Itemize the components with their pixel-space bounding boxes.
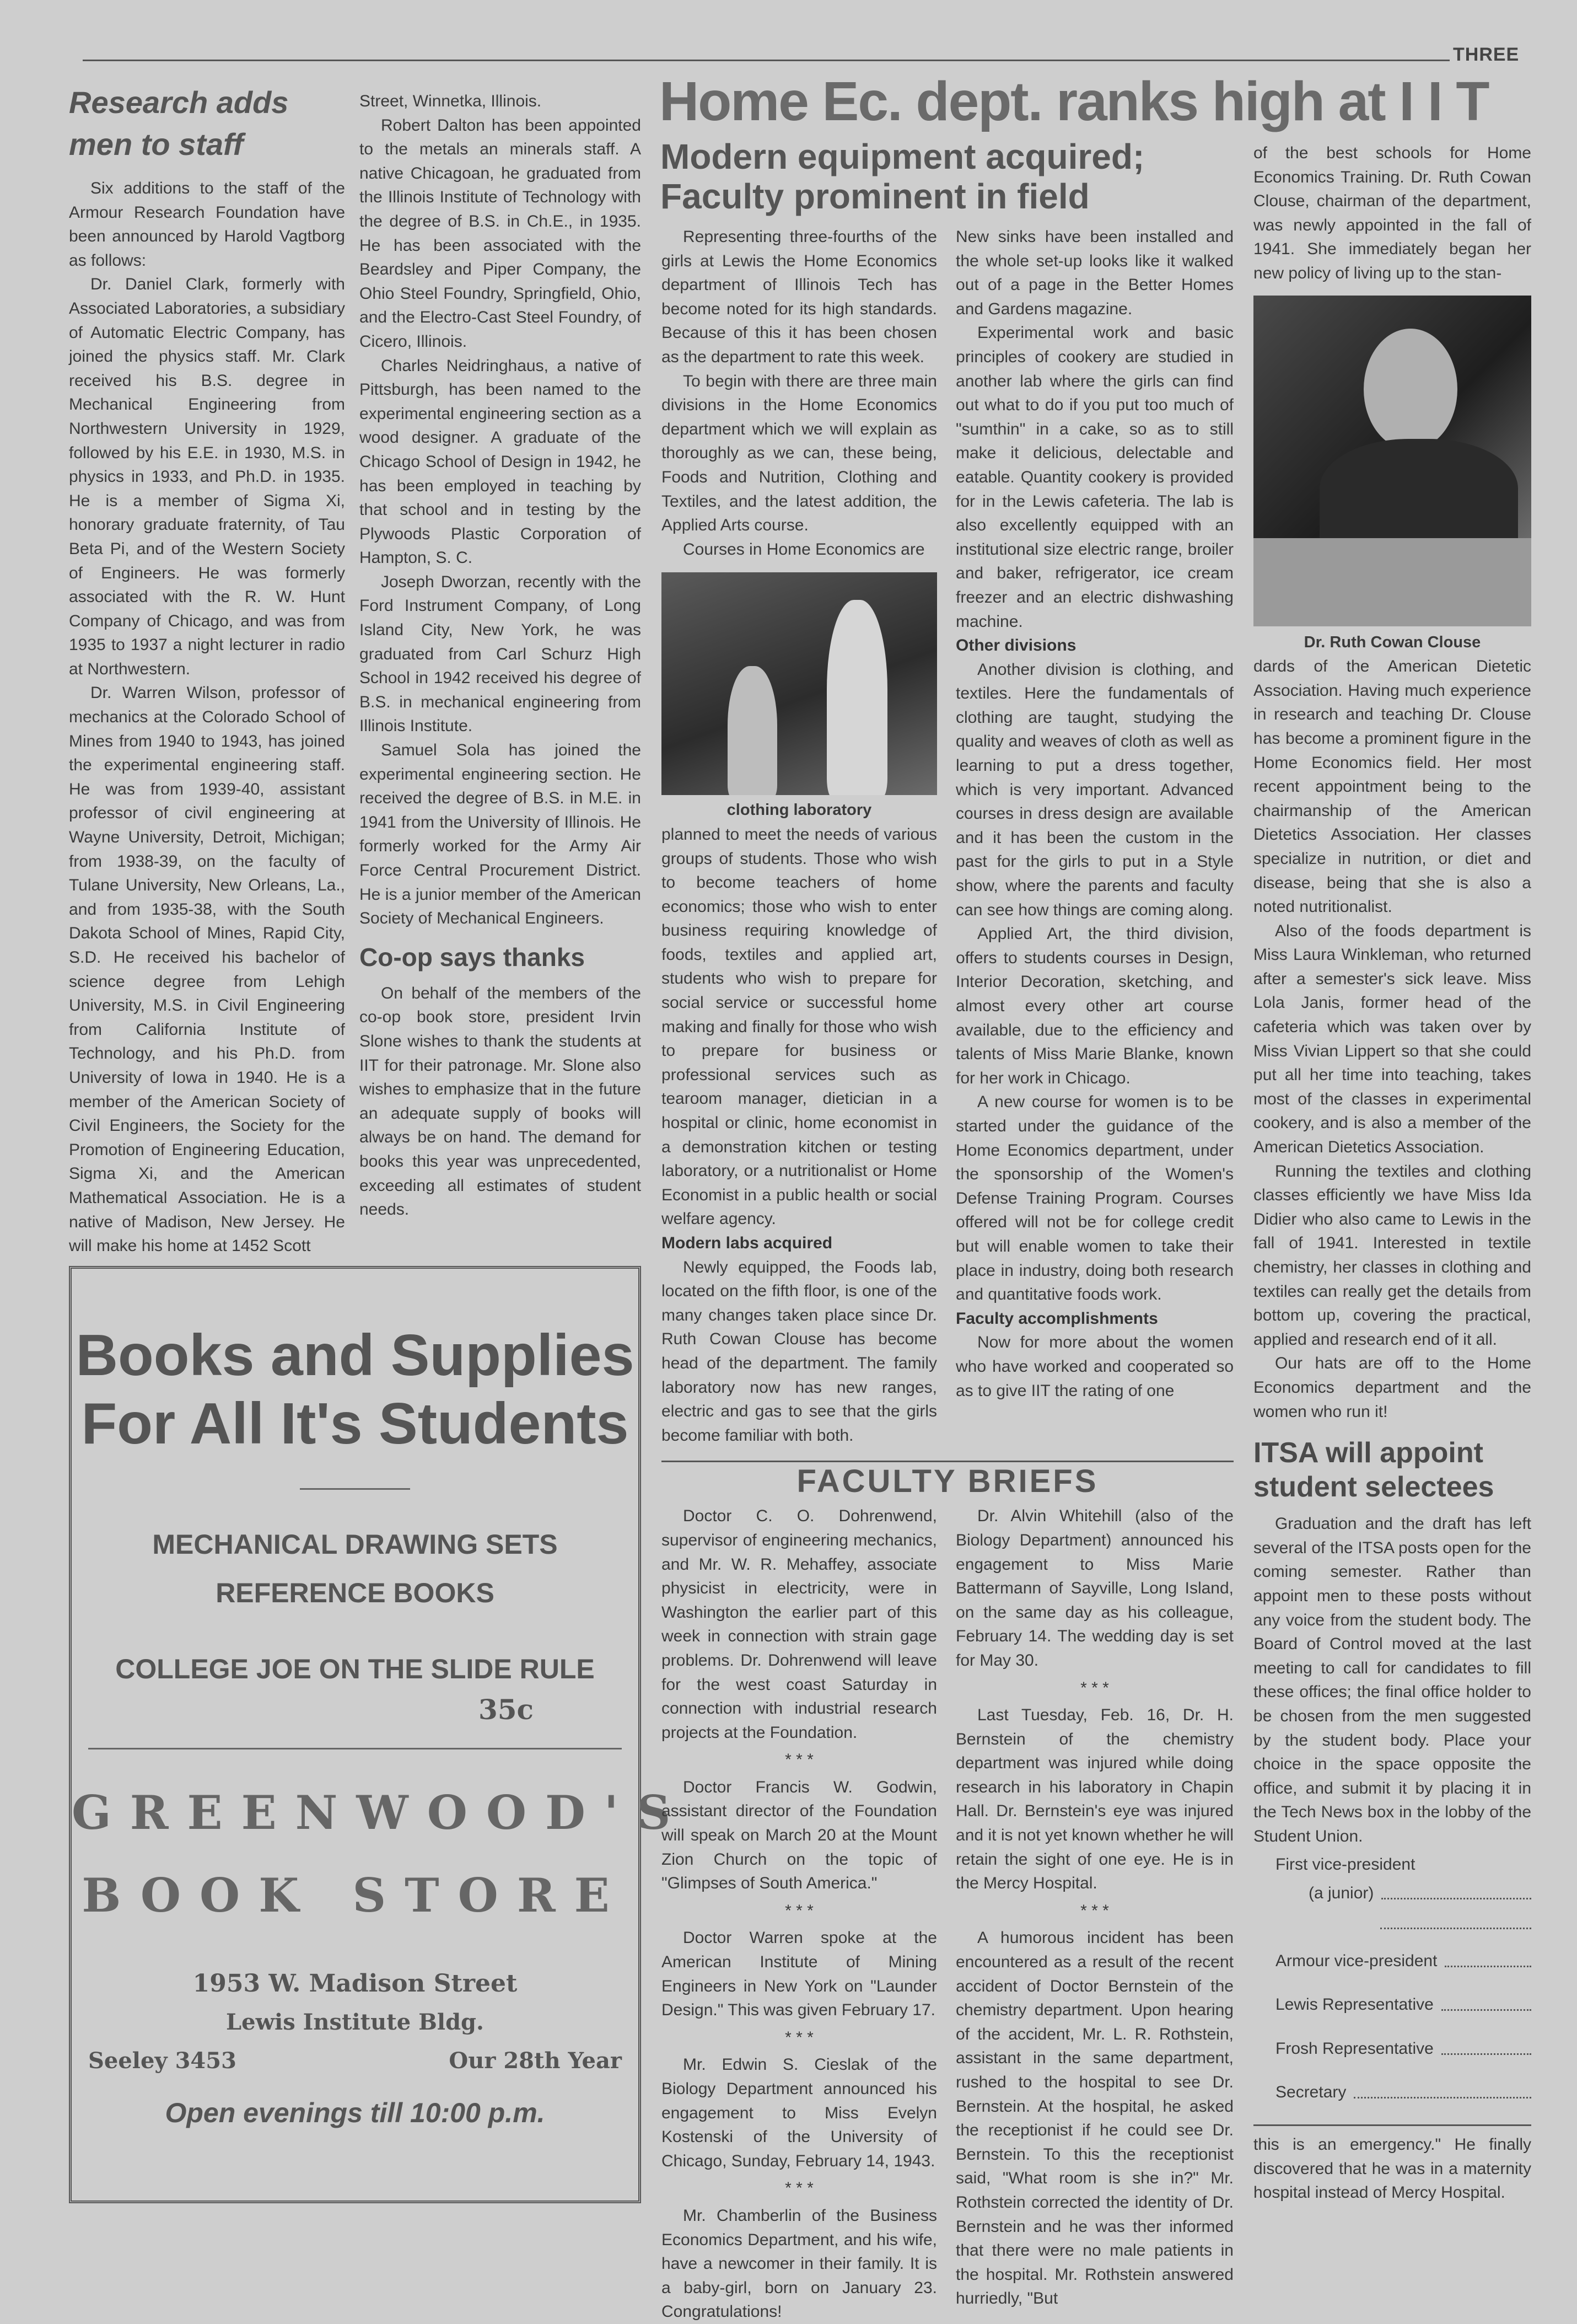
ad-phone: Seeley 3453 <box>88 2047 236 2074</box>
ruth-cowan-clouse-portrait <box>1253 296 1531 626</box>
subheading-faculty: Faculty accomplishments <box>956 1309 1158 1328</box>
homeec-paragraphs <box>661 1255 937 1448</box>
separator-stars: * * * <box>1080 1901 1109 1920</box>
paragraph: Charles Neidringhaus, a native of Pittsburgh, has been named to the experimental engineering section as a wood designer. A graduate of the Chicago School of Design in 1942, he has been employed in teaching by that school and in testing by the Plywoods Plastic Corporation of Hampton, S. C. <box>359 356 641 567</box>
homeec-subhead: Modern equipment acquired; Faculty prominent in field <box>660 137 1145 216</box>
paragraph: Six additions to the staff of the Armour Research Foundation have been announced by Harold Vagtborg as follows: <box>69 179 345 270</box>
paragraph: Another division is clothing, and textiles. Here the fundamentals of clothing are taught, studying the quality and weaves of cloth as well as learning to put a dress together, which is very important. Advanced courses in dress design are available and it has been the custom in the past for the girls to put in a Style show, where the parents and faculty can see how things are coming along. <box>956 660 1234 919</box>
research-paragraphs-cont <box>359 89 641 931</box>
ad-years: Our 28th Year <box>449 2047 622 2074</box>
itsa-paragraphs <box>1253 1512 1531 1848</box>
ballot-label: Lewis Representative <box>1275 1995 1434 2014</box>
homeec-col5 <box>1253 141 1531 2205</box>
ballot-entry-secretary[interactable] <box>1354 2080 1531 2098</box>
paragraph: A humorous incident has been encountered as a result of the recent accident of Doctor Bernstein of the chemistry department. Upon hearing of the accident, Mr. L. R. Rothstein, assistant in the same department, rushed to the hospital to see Dr. Bernstein. At the hospital, he asked the receptionist if he could see Dr. Bernstein. To this the receptionist said, "What room is she in?" Mr. Rothstein corrected the identity of Dr. Bernstein and he was ther informed that there were no male patients in the hospital. Mr. Rothstein answered hurriedly, "But <box>956 1929 1234 2308</box>
paragraph: dards of the American Dietetic Association. Having much experience in research and teaching Dr. Clouse has become a prominent figure in the Home Economics field. Her most recent appointment being to the chairmanship of the American Dietetics Association. Her classes specialize in nutrition, or diet and disease, being that she is also a noted nutritionalist. <box>1253 657 1531 916</box>
paragraph: Dr. Daniel Clark, formerly with Associated Laboratories, a subsidiary of Automatic Electric Company, has joined the physics staff. Mr. Clark received his B.S. degree in Mechanical Engineering from Northwestern University in 1929, followed by his E.E. in 1930, M.S. in physics in 1933, and Ph.D. in 1935. He is a member of Sigma Xi, honorary graduate fraternity, of Tau Beta Pi, and of the Western Society of Engineers. He was formerly associated with the R. W. Hunt Company of Chicago, and was from 1935 to 1937 a night lecturer in radio at Northwestern. <box>69 275 345 678</box>
ballot-entry-line[interactable] <box>1380 1925 1531 1929</box>
homeec-paragraphs <box>956 658 1234 1307</box>
brief-items <box>956 1504 1234 2311</box>
paragraph: Our hats are off to the Home Economics department and the women who run it! <box>1253 1354 1531 1421</box>
paragraph: Dr. Warren Wilson, professor of mechanics at the Colorado School of Mines from 1940 to 1943, has joined the experimental engineering staff. He was from 1939-40, assistant professor of civil engineering at Wayne University, Detroit, Michigan; from 1938-39, on the faculty of Tulane University, New Orleans, La., and from 1935-38, with the South Dakota School of Mines, Rapid City, S.D. He received his bachelor of science degree from Lehigh University, M.S. in Civil Engineering from California Institute of Technology, and his Ph.D. from University of Iowa in 1940. He is a member of the American Society of Civil Engineers, the Society for the Promotion of Engineering Education, Sigma Xi, and the American Mathematical Association. He is a native of Madison, New Jersey. He will make his home at 1452 Scott <box>69 684 345 1255</box>
research-article-col2 <box>359 89 641 1222</box>
ad-item: REFERENCE BOOKS <box>216 1577 494 1608</box>
paragraph: Newly equipped, the Foods lab, located on the fifth floor, is one of the many changes taken place since Dr. Ruth Cowan Clouse has become head of the department. The family laboratory now has new ranges, electric and gas to see that the girls become familiar with both. <box>661 1258 937 1445</box>
paragraph: Applied Art, the third division, offers to students courses in Design, Interior Decoration, sketching, and almost every other art course available, due to the efficiency and talents of Miss Marie Blanke, known for her work in Chicago. <box>956 925 1234 1087</box>
paragraph: Robert Dalton has been appointed to the metals an minerals staff. A native Chicagoan, he graduated from the Illinois Institute of Technology with the degree of B.S. in Ch.E., in 1935. He has been associated with the Beardsley and Piper Company, the Ohio Steel Foundry, Springfield, Ohio, and the Electro-Cast Steel Foundry, of Cicero, Illinois. <box>359 116 641 351</box>
paragraph: Experimental work and basic principles of cookery are studied in another lab where the girls can find out what to do if you put too much of "sumthin" in a cake, so as to still make it delicious, delectable and eatable. Quantity cookery is provided for in the Lewis cafeteria. The lab is also excellently equipped with an institutional size electric range, broiler and baker, refrigerator, ice cream freezer and an electric dishwashing machine. <box>956 324 1234 631</box>
ballot-label: First vice-president <box>1275 1855 1415 1874</box>
itsa-ballot-form <box>1253 1853 1531 2105</box>
ad-address: 1953 W. Madison Street <box>192 1969 518 1998</box>
ad-divider <box>300 1488 410 1490</box>
paragraph: To begin with there are three main divisions in the Home Economics department which we will explain as thoroughly as we can, these being, Foods and Nutrition, Clothing and Textiles, and the latest addition, the Applied Arts course. <box>661 372 937 535</box>
ad-item: MECHANICAL DRAWING SETS <box>152 1528 558 1560</box>
homeec-paragraphs <box>661 225 937 561</box>
paragraph: Representing three-fourths of the girls at Lewis the Home Economics department of Illinois Tech has become noted for its high standards. Because of this it has been chosen as the department to rate this week. <box>661 228 937 366</box>
research-headline: Research adds men to staff <box>69 85 289 162</box>
coop-headline: Co-op says thanks <box>359 942 585 972</box>
ad-title-line2: For All It's Students <box>81 1391 629 1456</box>
paragraph: On behalf of the members of the co-op book store, president Irvin Slone wishes to thank the students at IIT for their patronage. Mr. Slone also wishes to emphasize that in the future an adequate supply of books will always be on hand. The demand for books this year was unprecedented, exceeding all estimates of student needs. <box>359 984 641 1219</box>
briefs-col-right <box>956 1504 1234 2311</box>
paragraph: planned to meet the needs of various groups of students. Those who wish to become teachers of home economics; those who wish to enter business requiring knowledge of foods, textiles and applied art, students who wish to prepare for social service or successful home making and finally for those who wish to prepare for business or professional services such as tearoom manager, dietician in a hospital or clinic, home economist in a demonstration kitchen or testing laboratory, or a nutritionalist or Home Economist in a public health or social welfare agency. <box>661 825 937 1228</box>
ad-hours: Open evenings till 10:00 p.m. <box>165 2097 545 2128</box>
homeec-headline: Home Ec. dept. ranks high at I I T <box>659 71 1489 132</box>
subheading-other-divisions: Other divisions <box>956 636 1077 655</box>
paragraph: Mr. Edwin S. Cieslak of the Biology Department announced his engagement to Miss Evelyn Kostenski of the University of Chicago, Sunday, February 14, 1943. <box>661 2055 937 2170</box>
column-rule <box>1253 2124 1531 2126</box>
page-number: THREE <box>1453 44 1520 65</box>
photo-caption: Dr. Ruth Cowan Clouse <box>1304 633 1481 651</box>
homeec-col4 <box>956 225 1234 1403</box>
brief-items <box>661 1504 937 2324</box>
greenwoods-advertisement <box>69 1266 690 2203</box>
top-rule <box>83 60 1450 61</box>
briefs-continuation: this is an emergency." He finally discovered that he was in a maternity hospital instead of Mercy Hospital. <box>1253 2135 1531 2202</box>
ballot-label: Frosh Representative <box>1275 2039 1434 2058</box>
paragraph: Dr. Alvin Whitehill (also of the Biology Department) announced his engagement to Miss Marie Battermann of Sayville, Long Island, on the same day as his colleague, February 14. The wedding day is set for May 30. <box>956 1507 1234 1670</box>
separator-stars: * * * <box>785 2028 814 2047</box>
separator-stars: * * * <box>785 1901 814 1920</box>
ad-price: 35c <box>478 1693 534 1726</box>
left-block <box>69 82 690 2203</box>
separator-stars: * * * <box>1080 1678 1109 1697</box>
paragraph: Graduation and the draft has left several of the ITSA posts open for the coming semester. Rather than appoint men to these posts without any voice from the student body. The Board of Control moved at the last meeting to call for candidates to fill these offices; the final office holder to be chosen from the men suggested by the student body. Place your choice in the space opposite the office, and submit it by placing it in the Tech News box in the lobby of the Student Union. <box>1253 1515 1531 1845</box>
itsa-headline: ITSA will appoint student selectees <box>1253 1437 1494 1504</box>
ad-store-name: BOOK STORE <box>82 1867 628 1923</box>
homeec-paragraphs <box>1253 141 1531 286</box>
ad-building: Lewis Institute Bldg. <box>226 2009 484 2035</box>
ballot-note: (a junior) <box>1309 1884 1374 1903</box>
faculty-briefs-title: FACULTY BRIEFS <box>796 1463 1099 1500</box>
paragraph: New sinks have been installed and the whole set-up looks like it walked out of a page in the Better Homes and Gardens magazine. <box>956 228 1234 318</box>
ballot-entry-first-vp[interactable] <box>1381 1881 1531 1899</box>
homeec-paragraphs <box>956 1330 1234 1403</box>
homeec-col3 <box>661 225 937 1447</box>
ad-item: COLLEGE JOE ON THE SLIDE RULE <box>115 1653 595 1684</box>
paragraph: Doctor C. O. Dohrenwend, supervisor of engineering mechanics, and Mr. W. R. Mehaffey, associate physicist in electricity, were in Washington the earlier part of this week in connection with strain gage problems. Dr. Dohrenwend will leave for the west coast Saturday in connection with industrial research projects at the Foundation. <box>661 1507 937 1742</box>
ad-title <box>72 1321 638 1458</box>
paragraph: Joseph Dworzan, recently with the Ford Instrument Company, of Long Island City, New York, he was graduated from Carl Schurz High School in 1942 received his degree of B.S. in mechanical engineering from Illinois Institute. <box>359 572 641 736</box>
paragraph: Now for more about the women who have worked and cooperated so as to give IIT the rating of one <box>956 1333 1234 1400</box>
homeec-paragraphs <box>1253 654 1531 1424</box>
research-article-col1 <box>69 82 345 1258</box>
clothing-lab-photo <box>661 572 937 795</box>
ballot-entry-frosh-rep[interactable] <box>1441 2037 1531 2055</box>
paragraph: of the best schools for Home Economics Training. Dr. Ruth Cowan Clouse, chairman of the department, was newly appointed in the fall of 1941. She immediately began her new policy of living up to the stan- <box>1253 144 1531 282</box>
research-paragraphs <box>69 176 345 1258</box>
ballot-label: Armour vice-president <box>1275 1951 1438 1970</box>
ad-store-name: GREENWOOD'S <box>72 1785 690 1840</box>
ballot-entry-armour-vp[interactable] <box>1445 1949 1531 1967</box>
ad-title-line1: Books and Supplies <box>76 1322 634 1388</box>
paragraph: Doctor Warren spoke at the American Institute of Mining Engineers in New York on "Launder Design." This was given February 17. <box>661 1929 937 2020</box>
ad-divider <box>88 1748 622 1749</box>
ballot-label: Secretary <box>1275 2083 1347 2102</box>
separator-stars: * * * <box>785 2179 814 2198</box>
middle-block <box>661 225 1234 2324</box>
homeec-paragraphs <box>661 823 937 1231</box>
photo-caption: clothing laboratory <box>726 801 872 819</box>
paragraph: Last Tuesday, Feb. 16, Dr. H. Bernstein of the chemistry department was injured while doing research in his laboratory in Chapin Hall. Dr. Bernstein's eye was injured and it is not yet known whether he will retain the sight of one eye. He is in the Mercy Hospital. <box>956 1706 1234 1893</box>
paragraph: A new course for women is to be started under the guidance of the Home Economics department, under the sponsorship of the Women's Defense Training Program. Courses offered will not be for college credit but will enable women to take their place in industry, doing both research and quantitative foods work. <box>956 1093 1234 1304</box>
briefs-col-left <box>661 1504 937 2324</box>
paragraph: Also of the foods department is Miss Laura Winkleman, who returned after a semester's sick leave. Miss Lola Janis, former head of the cafeteria which was taken over by Miss Vivian Lippert so that she could put all her time into teaching, takes most of the classes in experimental cookery, and is also a member of the American Dietetics Association. <box>1253 921 1531 1157</box>
paragraph: Running the textiles and clothing classes efficiently we have Miss Ida Didier who also came to Lewis in the fall of 1941. Interested in textile chemistry, her classes in clothing and textiles can really get the details from bottom up, covering the practical, applied and research end of it all. <box>1253 1162 1531 1349</box>
homeec-paragraphs <box>956 225 1234 634</box>
subheading-modern-labs: Modern labs acquired <box>661 1234 833 1252</box>
coop-paragraphs <box>359 981 641 1222</box>
paragraph: Street, Winnetka, Illinois. <box>359 92 542 110</box>
paragraph: Courses in Home Economics are <box>683 540 925 559</box>
paragraph: Mr. Chamberlin of the Business Economics Department, and his wife, have a newcomer in their family. It is a baby-girl, born on January 23. Congratulations! <box>661 2206 937 2321</box>
ballot-entry-lewis-rep[interactable] <box>1441 1993 1531 2011</box>
paragraph: Doctor Francis W. Godwin, assistant director of the Foundation will speak on March 20 at the Mount Zion Church on the topic of "Glimpses of South America." <box>661 1778 937 1893</box>
paragraph: Samuel Sola has joined the experimental engineering section. He received the degree of B.S. in M.E. in 1941 from the University of Illinois. He formerly worked for the Army Air Force Central Procurement District. He is a junior member of the American Society of Mechanical Engineers. <box>359 741 641 928</box>
separator-stars: * * * <box>785 1751 814 1769</box>
